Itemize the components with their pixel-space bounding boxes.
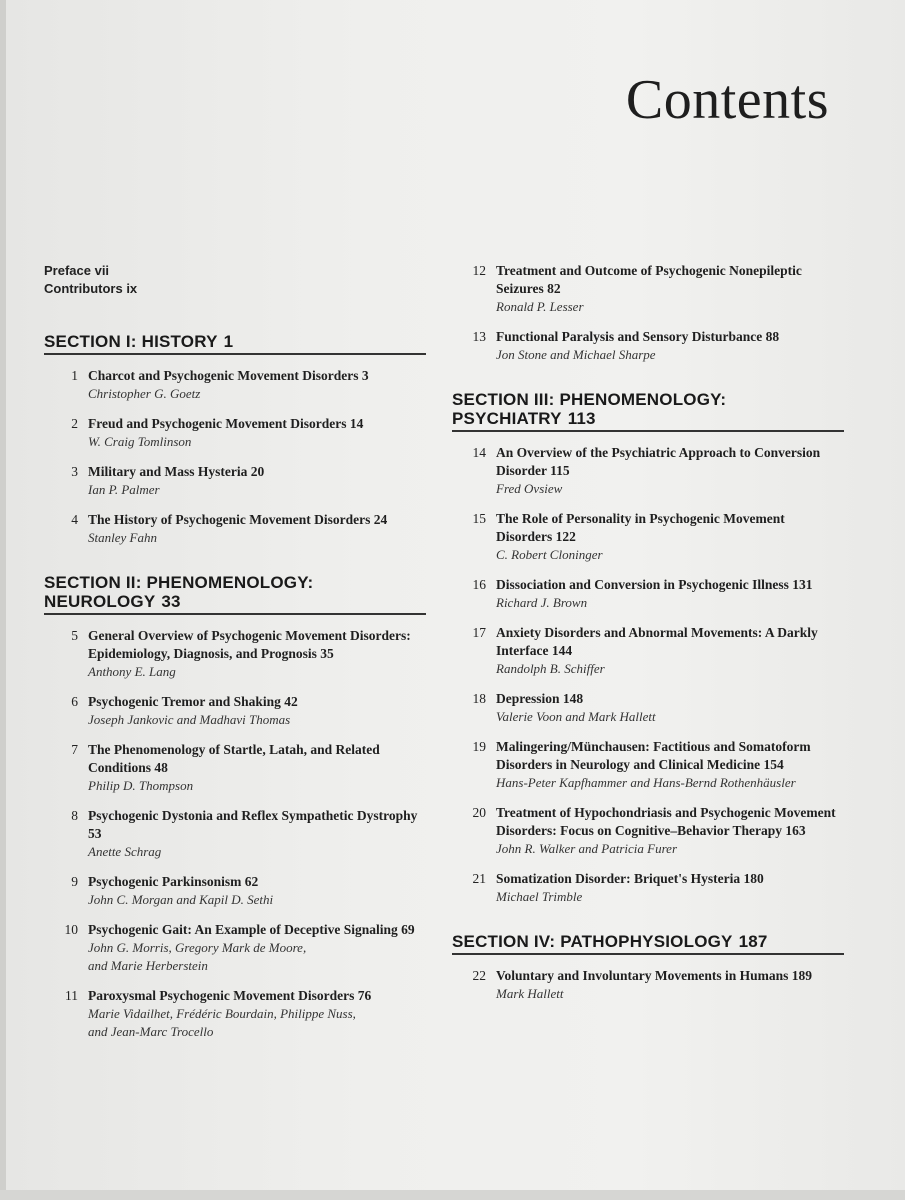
front-matter (44, 262, 137, 298)
chapter-number: 11 (65, 988, 78, 1003)
chapter-authors: Michael Trimble (496, 889, 583, 904)
toc-entry-body (88, 511, 426, 547)
toc-entry (44, 873, 426, 909)
chapter-title: Anxiety Disorders and Abnormal Movements: A Darkly Interface 144 (496, 625, 818, 658)
chapter-authors: John R. Walker and Patricia Furer (496, 841, 678, 856)
section-page-number: 33 (161, 592, 181, 611)
toc-entry (452, 804, 844, 858)
left-column (44, 332, 426, 1053)
section-title: SECTION I: HISTORY (44, 332, 218, 351)
toc-entry (452, 690, 844, 726)
section-page-number: 1 (223, 332, 234, 351)
chapter-number: 12 (472, 263, 486, 278)
chapter-authors: Christopher G. Goetz (88, 386, 201, 401)
chapter-number: 18 (472, 691, 486, 706)
toc-entry-body (496, 444, 844, 498)
section-title: SECTION III: PHENOMENOLOGY: PSYCHIATRY (452, 390, 727, 428)
section-group (452, 932, 844, 1003)
chapter-authors: Richard J. Brown (496, 595, 588, 610)
chapter-number: 6 (71, 694, 78, 709)
toc-entry-body (496, 510, 844, 564)
chapter-number: 14 (472, 445, 486, 460)
toc-entry-body (88, 741, 426, 795)
toc-entry (452, 328, 844, 364)
chapter-number: 1 (71, 368, 78, 383)
chapter-title: Psychogenic Gait: An Example of Deceptive Signaling 69 (88, 922, 415, 937)
chapter-title: General Overview of Psychogenic Movement Disorders: Epidemiology, Diagnosis, and Prognosis 35 (88, 628, 411, 661)
chapter-title: Charcot and Psychogenic Movement Disorders 3 (88, 368, 369, 383)
chapter-authors: Stanley Fahn (88, 530, 157, 545)
toc-entry-body (88, 415, 426, 451)
toc-entry (452, 444, 844, 498)
chapter-title: The Role of Personality in Psychogenic Movement Disorders 122 (496, 511, 785, 544)
section-title: SECTION II: PHENOMENOLOGY: NEUROLOGY (44, 573, 314, 611)
chapter-title: Psychogenic Dystonia and Reflex Sympathetic Dystrophy 53 (88, 808, 418, 841)
front-matter-item: Preface vii (44, 263, 110, 278)
chapter-title: Psychogenic Parkinsonism 62 (88, 874, 259, 889)
toc-entry (44, 367, 426, 403)
chapter-authors: Jon Stone and Michael Sharpe (496, 347, 656, 362)
chapter-authors: Randolph B. Schiffer (496, 661, 605, 676)
section-heading (452, 932, 844, 955)
section-page-number: 113 (567, 409, 596, 428)
toc-entry (44, 463, 426, 499)
toc-entry-body (88, 693, 426, 729)
chapter-title: Voluntary and Involuntary Movements in Humans 189 (496, 968, 813, 983)
chapter-authors: Marie Vidailhet, Frédéric Bourdain, Philippe Nuss, (88, 1006, 356, 1021)
chapter-title: Treatment of Hypochondriasis and Psychogenic Movement Disorders: Focus on Cognitive–Behavior Therapy 163 (496, 805, 836, 838)
chapter-authors: Philip D. Thompson (88, 778, 194, 793)
toc-entry (452, 624, 844, 678)
section-heading (44, 332, 426, 355)
chapter-authors: Ronald P. Lesser (496, 299, 584, 314)
toc-entry-body (88, 463, 426, 499)
chapter-authors: John G. Morris, Gregory Mark de Moore, (88, 940, 307, 955)
toc-entry (452, 262, 844, 316)
chapter-number: 3 (71, 464, 78, 479)
chapter-authors: C. Robert Cloninger (496, 547, 603, 562)
toc-entry (452, 510, 844, 564)
chapter-number: 7 (71, 742, 78, 757)
chapter-number: 19 (472, 739, 486, 754)
chapter-authors: W. Craig Tomlinson (88, 434, 192, 449)
chapter-title: Military and Mass Hysteria 20 (88, 464, 265, 479)
chapter-title: Malingering/Münchausen: Factitious and Somatoform Disorders in Neurology and Clinical Medicine 154 (496, 739, 811, 772)
chapter-number: 13 (472, 329, 486, 344)
toc-entry-body (88, 627, 426, 681)
chapter-number: 15 (472, 511, 486, 526)
page-title: Contents (625, 69, 829, 131)
toc-entry-body (88, 807, 426, 861)
chapter-authors: Joseph Jankovic and Madhavi Thomas (88, 712, 291, 727)
chapter-authors: Anthony E. Lang (88, 664, 176, 679)
section-group (44, 573, 426, 1041)
chapter-number: 17 (472, 625, 486, 640)
toc-entry (44, 693, 426, 729)
toc-entry-body (88, 367, 426, 403)
chapter-number: 8 (71, 808, 78, 823)
chapter-title: The History of Psychogenic Movement Disorders 24 (88, 512, 388, 527)
toc-entry-body (496, 870, 844, 906)
chapter-authors: Anette Schrag (88, 844, 162, 859)
chapter-authors: Mark Hallett (496, 986, 564, 1001)
chapter-authors: Ian P. Palmer (88, 482, 160, 497)
chapter-authors: John C. Morgan and Kapil D. Sethi (88, 892, 274, 907)
toc-entry-body (496, 262, 844, 316)
toc-entry (452, 738, 844, 792)
toc-entry-body (88, 987, 426, 1041)
chapter-number: 21 (472, 871, 486, 886)
section-page-number: 187 (738, 932, 768, 951)
chapter-title: Dissociation and Conversion in Psychogenic Illness 131 (496, 577, 813, 592)
chapter-number: 4 (71, 512, 78, 527)
toc-entry (452, 870, 844, 906)
chapter-title: Psychogenic Tremor and Shaking 42 (88, 694, 298, 709)
chapter-title: Depression 148 (496, 691, 584, 706)
section-group (452, 262, 844, 364)
chapter-title: Treatment and Outcome of Psychogenic Nonepileptic Seizures 82 (496, 263, 802, 296)
toc-entry-body (496, 967, 844, 1003)
toc-entry-body (88, 921, 426, 975)
toc-entry (44, 511, 426, 547)
chapter-number: 20 (472, 805, 486, 820)
section-heading (44, 573, 426, 615)
toc-entry-body (496, 328, 844, 364)
chapter-title: The Phenomenology of Startle, Latah, and Related Conditions 48 (88, 742, 380, 775)
front-matter-item: Contributors ix (44, 281, 138, 296)
chapter-authors: and Jean-Marc Trocello (88, 1024, 214, 1039)
chapter-number: 16 (472, 577, 486, 592)
section-heading (452, 390, 844, 432)
chapter-title: Freud and Psychogenic Movement Disorders 14 (88, 416, 364, 431)
chapter-authors: and Marie Herberstein (88, 958, 208, 973)
chapter-authors: Hans-Peter Kapfhammer and Hans-Bernd Rothenhäusler (496, 775, 796, 790)
section-group (44, 332, 426, 547)
section-group (452, 390, 844, 906)
chapter-title: Functional Paralysis and Sensory Disturbance 88 (496, 329, 780, 344)
page-binding-edge (0, 0, 6, 1200)
toc-entry (452, 576, 844, 612)
chapter-number: 9 (71, 874, 78, 889)
toc-entry-body (496, 624, 844, 678)
chapter-number: 10 (64, 922, 78, 937)
toc-entry-body (496, 804, 844, 858)
toc-entry-body (88, 873, 426, 909)
toc-entry (44, 627, 426, 681)
toc-entry-body (496, 738, 844, 792)
chapter-number: 2 (71, 416, 78, 431)
toc-entry-body (496, 690, 844, 726)
chapter-authors: Valerie Voon and Mark Hallett (496, 709, 656, 724)
chapter-number: 5 (71, 628, 78, 643)
toc-entry (44, 921, 426, 975)
chapter-authors: Fred Ovsiew (496, 481, 563, 496)
toc-entry (44, 807, 426, 861)
chapter-title: Somatization Disorder: Briquet's Hysteria 180 (496, 871, 764, 886)
right-column (452, 262, 844, 1015)
chapter-title: Paroxysmal Psychogenic Movement Disorders 76 (88, 988, 372, 1003)
toc-entry (44, 415, 426, 451)
toc-entry (452, 967, 844, 1003)
toc-entry (44, 741, 426, 795)
chapter-number: 22 (472, 968, 486, 983)
toc-entry-body (496, 576, 844, 612)
section-title: SECTION IV: PATHOPHYSIOLOGY (452, 932, 733, 951)
toc-entry (44, 987, 426, 1041)
page-bottom-edge (0, 1190, 905, 1200)
chapter-title: An Overview of the Psychiatric Approach to Conversion Disorder 115 (496, 445, 821, 478)
